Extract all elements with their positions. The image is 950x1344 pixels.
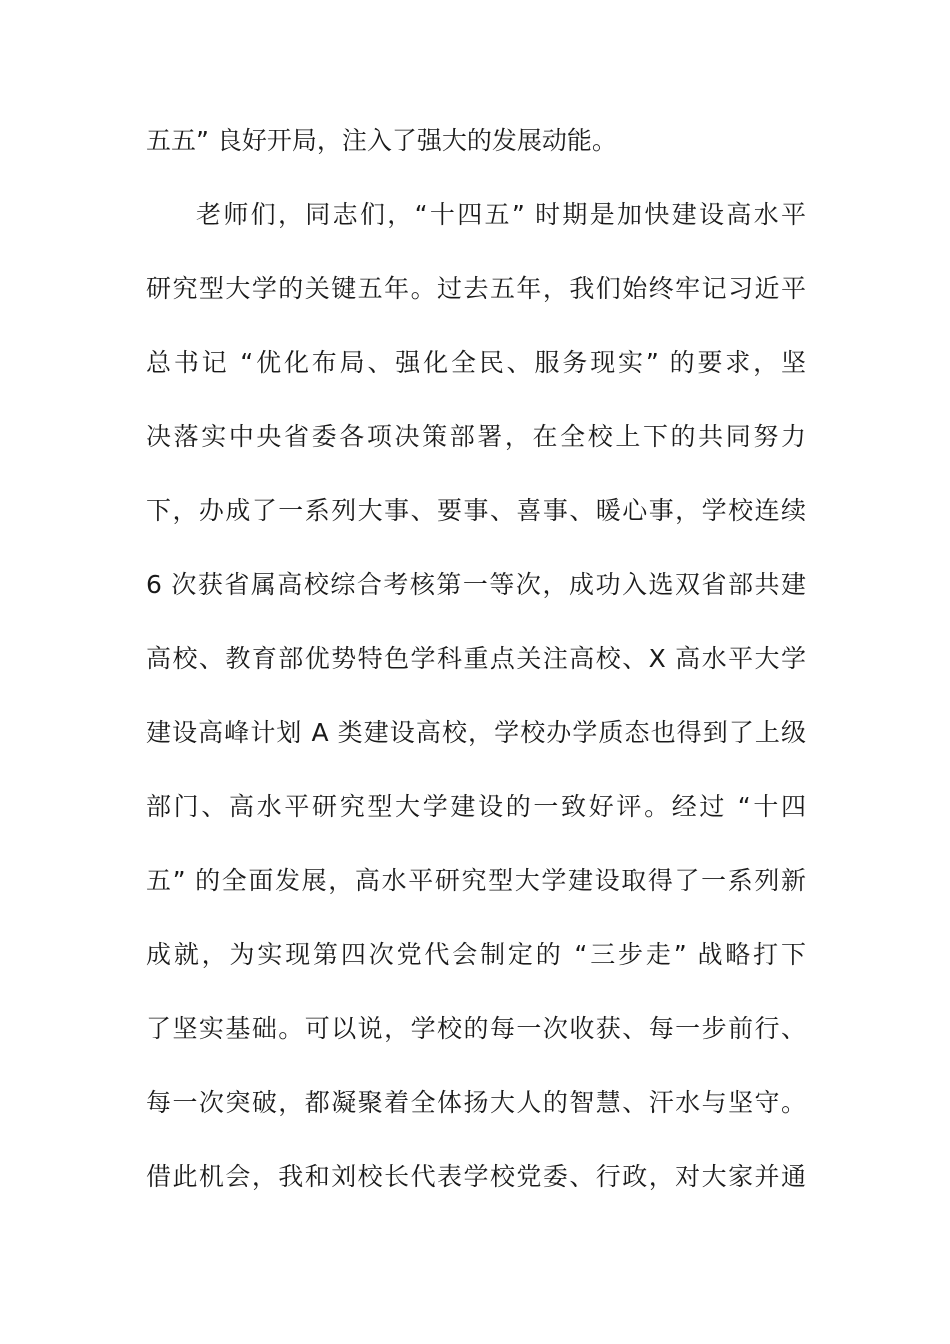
text-line-10: 部门、高水平研究型大学建设的一致好评。经过 “十四 bbox=[146, 792, 806, 821]
body-text bbox=[146, 113, 806, 1223]
text-line-7: 6 次获省属高校综合考核第一等次，成功入选双省部共建 bbox=[146, 570, 806, 599]
text-line-6: 下，办成了一系列大事、要事、喜事、暖心事，学校连续 bbox=[146, 496, 806, 525]
text-line-5: 决落实中央省委各项决策部署，在全校上下的共同努力 bbox=[146, 422, 806, 451]
text-line-1: 五五” 良好开局，注入了强大的发展动能。 bbox=[146, 126, 617, 155]
text-line-11: 五” 的全面发展，高水平研究型大学建设取得了一系列新 bbox=[146, 866, 806, 895]
text-line-13: 了坚实基础。可以说，学校的每一次收获、每一步前行、 bbox=[146, 1014, 806, 1043]
text-line-15: 借此机会，我和刘校长代表学校党委、行政，对大家并通 bbox=[146, 1162, 806, 1191]
text-line-12: 成就，为实现第四次党代会制定的 “三步走” 战略打下 bbox=[146, 940, 806, 969]
text-line-2: 老师们，同志们，“十四五” 时期是加快建设高水平 bbox=[196, 200, 806, 229]
text-line-9: 建设高峰计划 A 类建设高校，学校办学质态也得到了上级 bbox=[146, 718, 806, 747]
text-line-14: 每一次突破，都凝聚着全体扬大人的智慧、汗水与坚守。 bbox=[146, 1088, 806, 1117]
text-line-3: 研究型大学的关键五年。过去五年，我们始终牢记习近平 bbox=[146, 274, 806, 303]
text-line-4: 总书记 “优化布局、强化全民、服务现实” 的要求，坚 bbox=[146, 348, 806, 377]
text-line-8: 高校、教育部优势特色学科重点关注高校、X 高水平大学 bbox=[146, 644, 806, 673]
